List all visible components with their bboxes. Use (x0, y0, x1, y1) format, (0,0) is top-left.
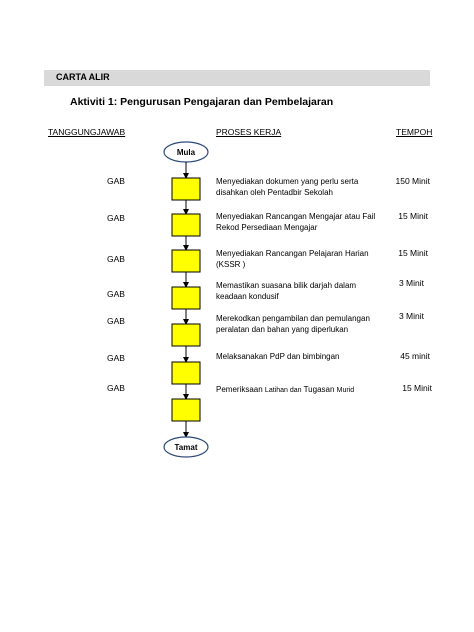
step-duration: 15 Minit (402, 383, 432, 393)
step-process: Melaksanakan PdP dan bimbingan (216, 352, 340, 361)
step-process: Menyediakan Rancangan Mengajar atau Fail Rekod Persediaan Mengajar (216, 212, 376, 232)
column-responsible: TANGGUNGJAWAB (48, 127, 126, 137)
step-process: Merekodkan pengambilan dan pemulangan peralatan dan bahan yang diperlukan (216, 314, 370, 334)
step-responsible: GAB (107, 383, 125, 393)
page-title: CARTA ALIR (56, 72, 110, 82)
end-label: Tamat (174, 443, 198, 452)
process-box (172, 287, 200, 309)
step-responsible: GAB (107, 213, 125, 223)
step-duration: 3 Minit (398, 278, 424, 288)
process-box (172, 250, 200, 272)
step-responsible: GAB (107, 316, 125, 326)
step-duration: 3 Minit (398, 311, 424, 321)
column-duration: TEMPOH (396, 127, 433, 137)
process-box (172, 214, 200, 236)
activity-subtitle: Aktiviti 1: Pengurusan Pengajaran dan Pembelajaran (70, 96, 334, 108)
process-box (172, 399, 200, 421)
step-process: Menyediakan dokumen yang perlu serta disahkan oleh Pentadbir Sekolah (216, 177, 359, 197)
process-box (172, 324, 200, 346)
step-process: Menyediakan Rancangan Pelajaran Harian (KSSR ) (216, 249, 369, 269)
step-duration: 150 Minit (395, 176, 430, 186)
step-duration: 45 minit (400, 351, 430, 361)
step-responsible: GAB (107, 176, 125, 186)
step-responsible: GAB (107, 289, 125, 299)
start-label: Mula (176, 148, 196, 157)
step-responsible: GAB (107, 353, 125, 363)
step-duration: 15 Minit (398, 211, 428, 221)
process-box (172, 178, 200, 200)
step-responsible: GAB (107, 254, 125, 264)
step-duration: 15 Minit (398, 248, 428, 258)
process-box (172, 362, 200, 384)
step-process: Memastikan suasana bilik darjah dalam keadaan kondusif (216, 281, 357, 301)
step-process: Pemeriksaan Latihan dan Tugasan Murid (216, 385, 355, 394)
column-process: PROSES KERJA (216, 127, 282, 137)
